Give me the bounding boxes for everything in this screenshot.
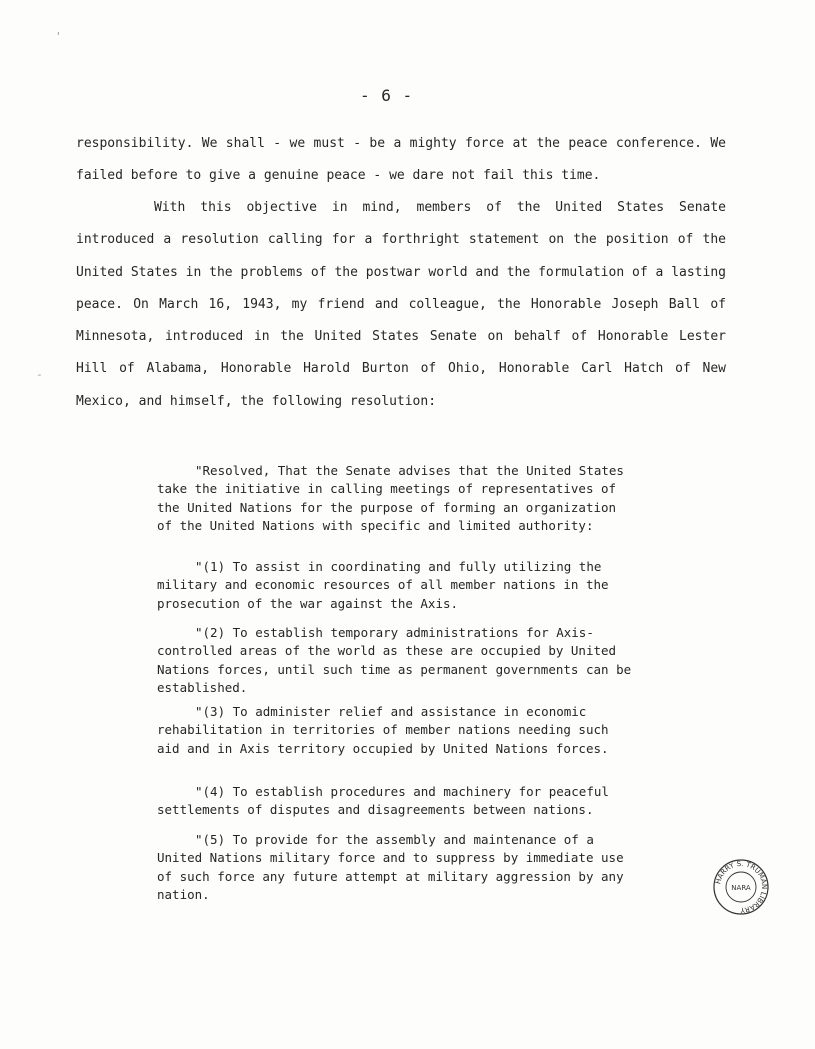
page-number: - 6 - <box>360 86 414 105</box>
resolution-item-text: "(5) To provide for the assembly and maintenance of a United Nations military force and to suppress by immediate use of such force any future attempt at military aggression by any nation. <box>157 832 624 902</box>
resolution-item-text: "(3) To administer relief and assistance in economic rehabilitation in territories of member nations needing such aid and in Axis territory occupied by United Nations forces. <box>157 704 609 756</box>
margin-mark: ' <box>55 30 62 43</box>
body-paragraph-resolution-intro <box>76 192 726 418</box>
stamp-outer-text: HARRY S. TRUMAN LIBRARY <box>714 859 769 915</box>
paragraph-text: responsibility. We shall - we must - be a mighty force at the peace conference. We failed before to give a genuine peace - we dare not fail this time. <box>76 136 726 184</box>
resolution-item <box>157 703 637 758</box>
resolution-item-text: "(4) To establish procedures and machinery for peaceful settlements of disputes and disagreements between nations. <box>157 784 609 818</box>
library-seal-icon <box>712 858 770 916</box>
resolution-item-text: "(2) To establish temporary administrations for Axis-controlled areas of the world as these are occupied by United Nations forces, until such time as permanent governments can be established. <box>157 625 632 695</box>
paragraph-text: With this objective in mind, members of the United States Senate introduced a resolution calling for a forthright statement on the position of the United States in the problems of the postwar world and the formulation of a lasting peace. On March 16, 1943, my friend and colleague, the Honorable Joseph Ball of Minnesota, introduced in the United States Senate on behalf of Honorable Lester Hill of Alabama, Honorable Harold Burton of Ohio, Honorable Carl Hatch of New Mexico, and himself, the following resolution: <box>76 200 726 409</box>
stamp-inner-text: NARA <box>731 884 751 892</box>
body-paragraph-continuation <box>76 128 726 193</box>
resolution-item <box>157 783 637 820</box>
resolution-item-text: "(1) To assist in coordinating and fully utilizing the military and economic resources of all member nations in the prosecution of the war against the Axis. <box>157 559 609 611</box>
resolution-text: "Resolved, That the Senate advises that the United States take the initiative in calling meetings of representatives of the United Nations for the purpose of forming an organization of the United Nations with specific and limited authority: <box>157 463 624 533</box>
resolution-item <box>157 624 637 697</box>
archive-stamp <box>712 858 770 916</box>
resolution-item <box>157 558 637 613</box>
margin-mark: - <box>36 368 43 381</box>
resolution-preamble <box>157 462 637 535</box>
resolution-item <box>157 831 637 904</box>
